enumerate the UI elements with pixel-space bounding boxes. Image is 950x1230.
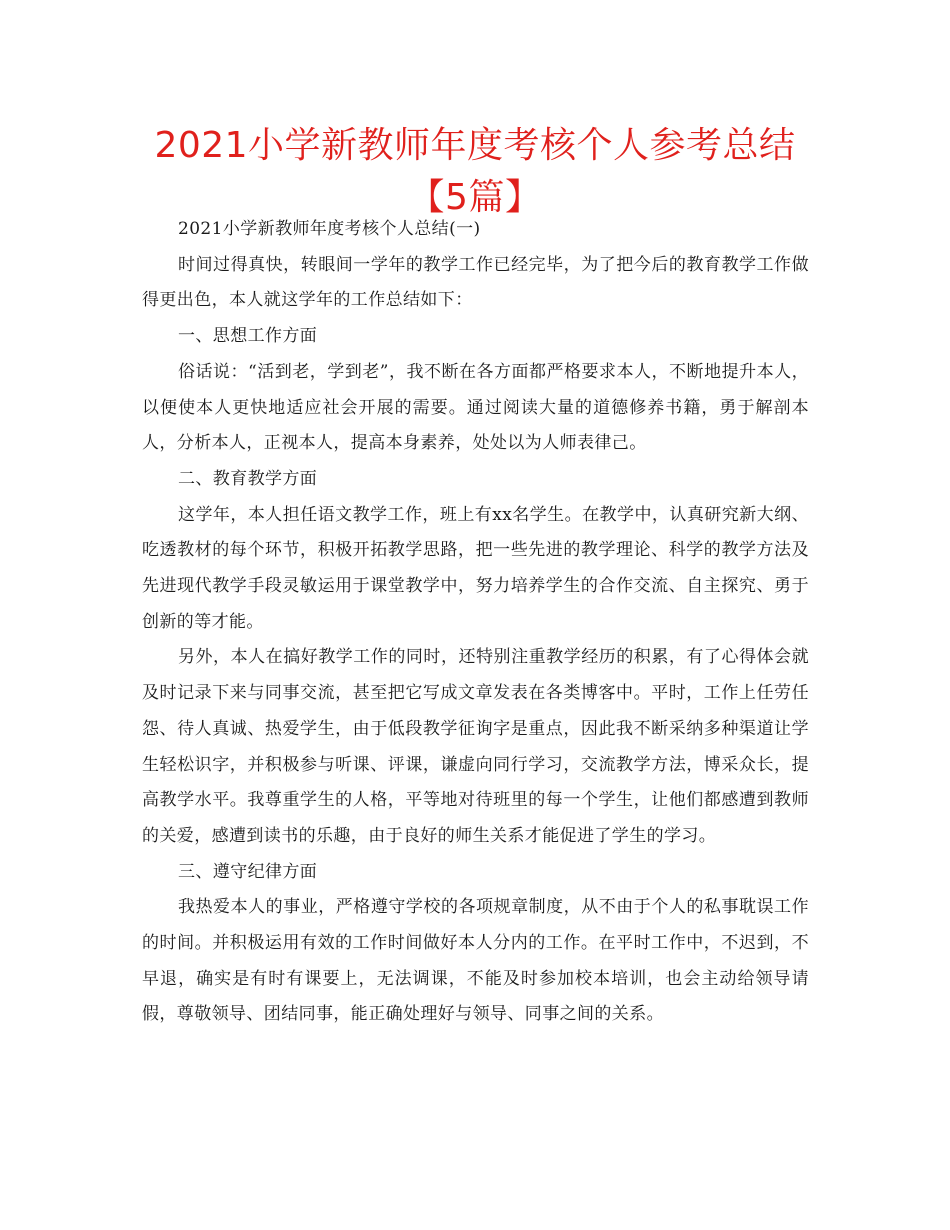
document-title: 2021小学新教师年度考核个人参考总结【5篇】 [154,125,796,218]
paragraph-teaching-extra: 另外，本人在搞好教学工作的同时，还特别注重教学经历的积累，有了心得体会就及时记录下来与同事交流，甚至把它写成文章发表在各类博客中。平时，工作上任劳任怨、待人真诚、热爱学生，由于低段教学征询字是重点，因此我不断采纳多种渠道让学生轻松识字，并积极参与听课、评课，谦虚向同行学习，交流教学方法，博采众长，提高教学水平。我尊重学生的人格，平等地对待班里的每一个学生，让他们都感遭到教师的关爱，感遭到读书的乐趣，由于良好的师生关系才能促进了学生的学习。 [142,647,809,846]
paragraph-thought: 俗话说：“活到老，学到老”，我不断在各方面都严格要求本人，不断地提升本人，以便使本人更快地适应社会开展的需要。通过阅读大量的道德修养书籍，勇于解剖本人，分析本人，正视本人，提高本身素养，处处以为人师表律己。 [142,361,809,454]
section-heading-teaching: 二、教育教学方面 [178,468,318,489]
section-subtitle: 2021小学新教师年度考核个人总结(一) [178,219,481,239]
paragraph-teaching: 这学年，本人担任语文教学工作，班上有xx名学生。在教学中，认真研究新大纲、吃透教材的每个环节，积极开拓教学思路，把一些先进的教学理论、科学的教学方法及先进现代教学手段灵敏运用于课堂教学中，努力培养学生的合作交流、自主探究、勇于创新的等才能。 [142,504,809,632]
intro-paragraph: 时间过得真快，转眼间一学年的教学工作已经完毕，为了把今后的教育教学工作做得更出色，本人就这学年的工作总结如下： [142,254,809,311]
section-heading-thought: 一、思想工作方面 [178,326,318,347]
document-body [142,212,809,1033]
paragraph-discipline: 我热爱本人的事业，严格遵守学校的各项规章制度，从不由于个人的私事耽误工作的时间。并积极运用有效的工作时间做好本人分内的工作。在平时工作中，不迟到，不早退，确实是有时有课要上，无法调课，不能及时参加校本培训，也会主动给领导请假，尊敬领导、团结同事，能正确处理好与领导、同事之间的关系。 [142,897,809,1025]
section-heading-discipline: 三、遵守纪律方面 [178,861,318,882]
